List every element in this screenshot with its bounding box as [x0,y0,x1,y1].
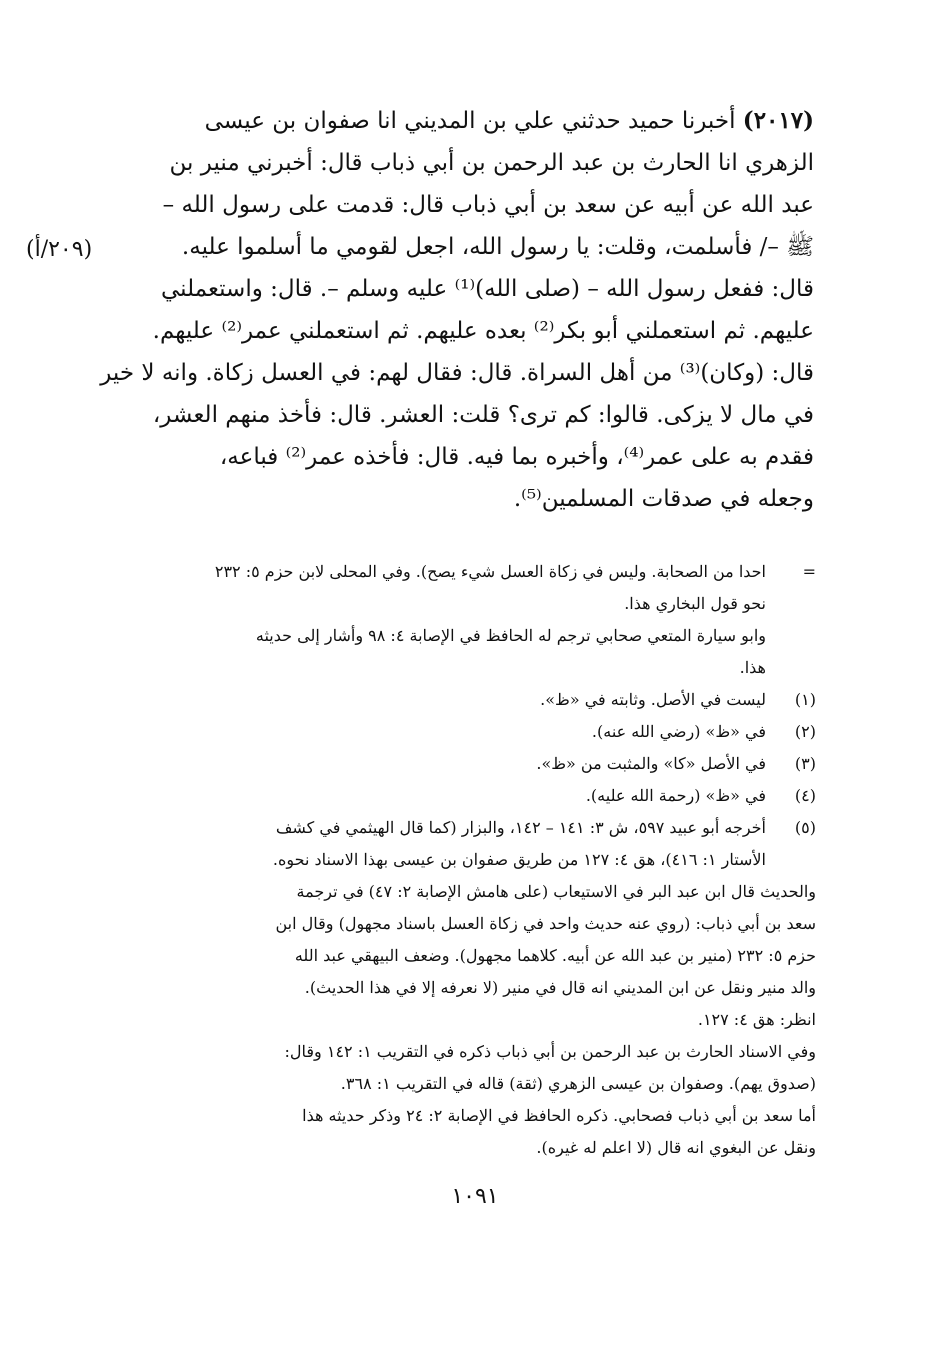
footnote [136,620,816,684]
footnote-continuation [136,876,816,1164]
footnotes [136,556,816,1164]
manuscript-folio-reference: (٢٠٩/أ) [26,237,93,262]
footnote-text [136,556,766,620]
main-line: وجعله في صدقات المسلمين⁽⁵⁾. [513,486,814,512]
footnote-marker: (٤) [794,786,816,805]
footnote [136,780,816,812]
main-line: قال: ففعل رسول الله – (صلى الله)⁽¹⁾ عليه وسلم –. قال: واستعملني [161,276,814,302]
footnote-line: وفي الاسناد الحارث بن عبد الرحمن بن أبي ذباب ذكره في التقريب ١: ١٤٢ وقال: [284,1042,816,1061]
footnote-line: حزم ٥: ٢٣٢ (منير بن عبد الله عن أبيه. كلاهما مجهول). وضعف البيهقي عبد الله [294,946,816,965]
footnote-line: احدا من الصحابة. وليس في زكاة العسل شيء يصح). وفي المحلى لابن حزم ٥: ٢٣٢ [214,562,766,581]
main-line: قال: (وكان)⁽³⁾ من أهل السراة. قال: فقال لهم: في العسل زكاة. وانه لا خير [100,360,814,386]
main-line-text: أخبرنا حميد حدثني علي بن المديني انا صفوان بن عيسى [204,108,736,134]
footnote-marker: (٣) [794,754,816,773]
footnote-marker [766,620,816,684]
footnote-line: سعد بن أبي ذباب: (روي عنه حديث واحد في زكاة العسل باسناد مجهول) وقال ابن [275,914,816,933]
main-line: فقدم به على عمر⁽⁴⁾، وأخبره بما فيه. قال: فأخذه عمر⁽²⁾ فباعه، [219,444,814,470]
footnote [136,684,816,716]
page-number: ١٠٩١ [451,1184,499,1209]
footnote-text [136,748,766,780]
footnote-line: والحديث قال ابن عبد البر في الاستيعاب (على هامش الإصابة ٢: ٤٧) في ترجمة [296,882,816,901]
footnote-marker: = [802,562,816,581]
hadith-text [100,100,814,520]
main-line: ﷺ –/ فأسلمت، وقلت: يا رسول الله، اجعل لقومي ما أسلموا عليه. [181,234,814,260]
footnote-line: في الأصل «كا» والمثبت من «ظ». [536,754,766,773]
footnote-line: في «ظ» (رضي الله عنه). [591,722,766,741]
footnote-line: ليست في الأصل. وثابته في «ظ». [540,690,766,709]
main-line: عليهم. ثم استعملني أبو بكر⁽²⁾ بعده عليهم. ثم استعملني عمر⁽²⁾ عليهم. [152,318,814,344]
footnote-line: هذا. [739,658,766,677]
footnote-line: انظر: هق ٤: ١٢٧. [697,1010,816,1029]
footnote [136,748,816,780]
footnote-marker: (٥) [794,818,816,837]
main-line: الزهري انا الحارث بن عبد الرحمن بن أبي ذباب قال: أخبرني منير بن [169,150,814,176]
footnote-line: أما سعد بن أبي ذباب فصحابي. ذكره الحافظ في الإصابة ٢: ٢٤ وذكر حديثه هذا [302,1106,816,1125]
footnote-text [136,716,766,748]
footnote-line: في «ظ» (رحمة الله عليه). [585,786,766,805]
footnote [136,812,816,876]
footnote-line: ونقل عن البغوي انه قال (لا اعلم له غيره). [536,1138,816,1157]
footnote-line: الأستار ١: ٤١٦)، هق ٤: ١٢٧ من طريق صفوان بن عيسى بهذا الاسناد نحوه. [272,850,766,869]
footnote-line: والد منير ونقل عن ابن المديني انه قال في منير (لا نعرفه إلا في هذا الحديث). [304,978,816,997]
footnote [136,556,816,620]
main-line: عبد الله عن أبيه عن سعد بن أبي ذباب قال: قدمت على رسول الله – [162,192,814,218]
footnote-line: أخرجه أبو عبيد ٥٩٧، ش ٣: ١٤١ – ١٤٢، والبزار (كما قال الهيثمي في كشف [275,818,766,837]
footnote-marker: (٢) [794,722,816,741]
main-line: في مال لا يزكى. قالوا: كم ترى؟ قلت: العشر. قال: فأخذ منهم العشر، [152,402,814,428]
main-line [136,100,814,142]
footnote [136,716,816,748]
hadith-number: (٢٠١٧) [742,107,814,134]
footnote-text [136,812,766,876]
footnote-text [136,780,766,812]
footnote-line: وابو سيارة المتعي صحابي ترجم له الحافظ في الإصابة ٤: ٩٨ وأشار إلى حديثه [255,626,766,645]
footnote-text [136,620,766,684]
footnote-line: (صدوق يهم). وصفوان بن عيسى الزهري (ثقة) قاله في التقريب ١: ٣٦٨. [340,1074,816,1093]
footnote-line: نحو قول البخاري هذا. [624,594,766,613]
footnote-marker: (١) [794,690,816,709]
footnote-text [136,684,766,716]
